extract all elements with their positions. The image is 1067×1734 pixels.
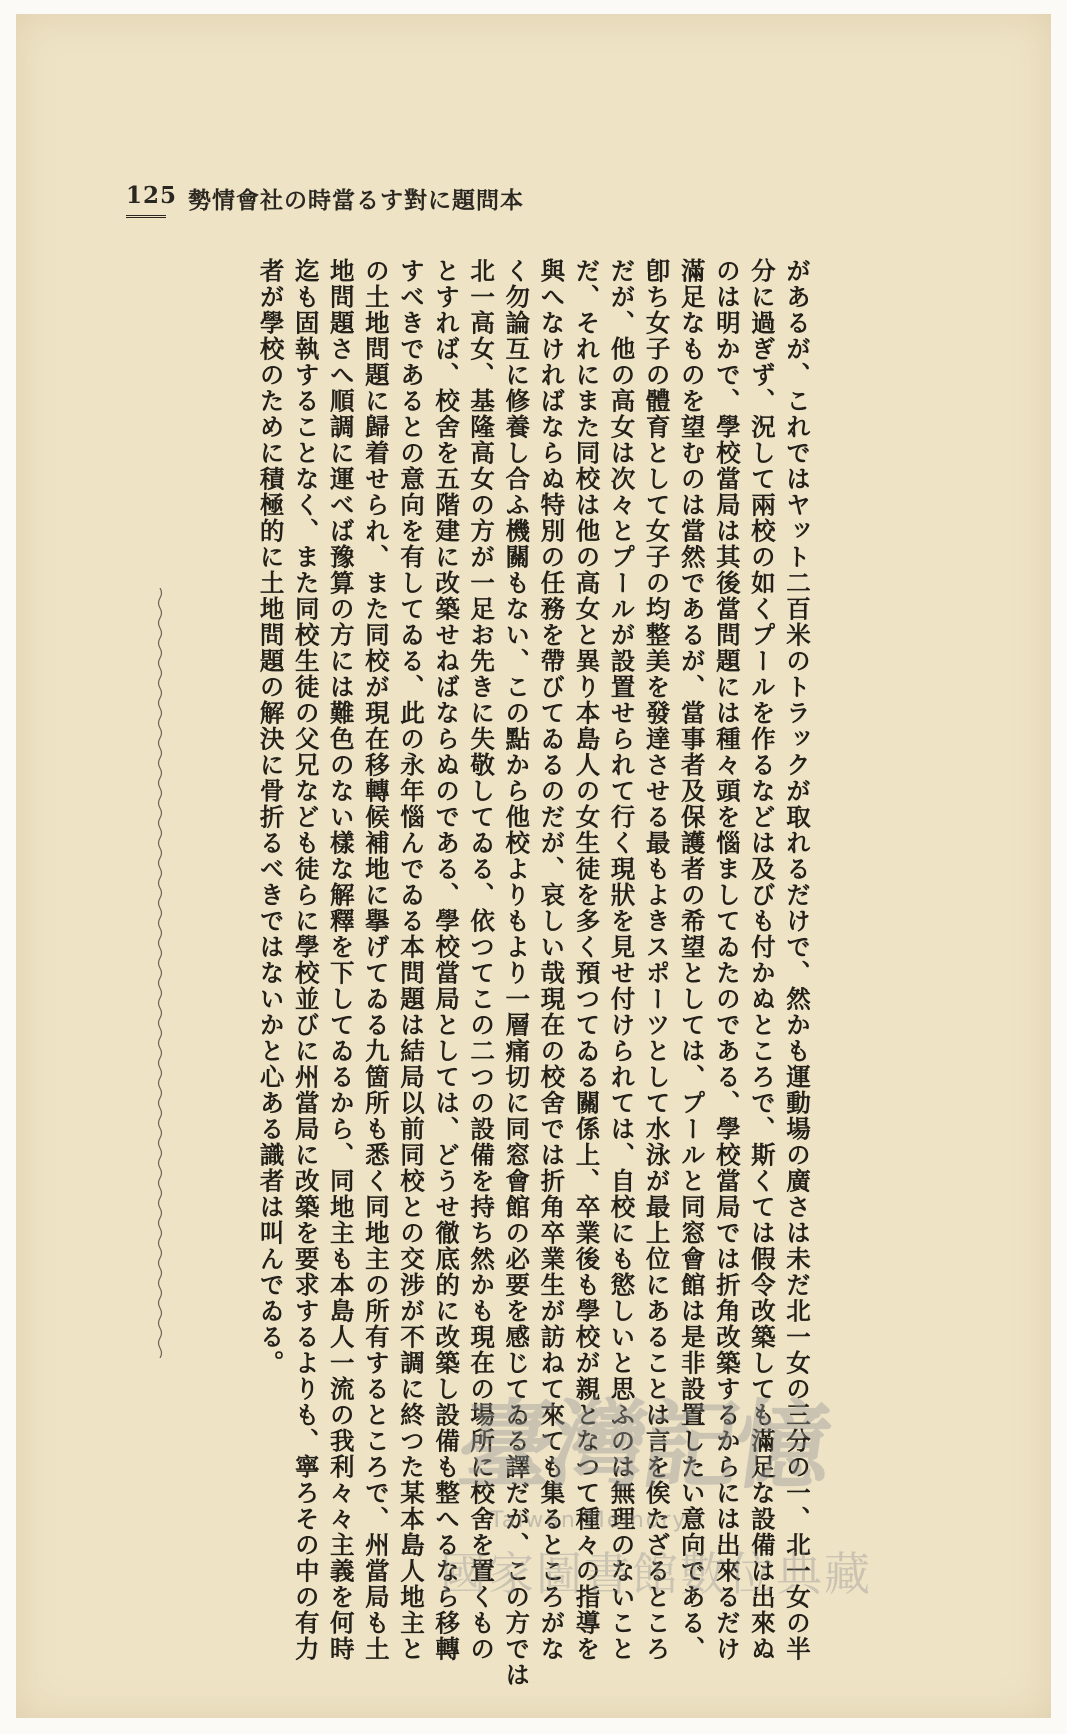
watermark-english-text: Taiwan Memory (490, 1508, 688, 1533)
watermark-sub-text: 國家圖書館數位典藏 (440, 1547, 872, 1601)
text-line-5: 卽ち女子の體育として女子の均整美を發達させる最もよきスポーツとして水泳が最上位にあることは言を俟たざるところ (642, 258, 672, 1662)
text-line-1: があるが、これではヤット二百米のトラックが取れるだけで、然かも運動場の廣さは未だ北一女の三分の一、北一女の半 (783, 258, 812, 1662)
text-line-3: のは明かで、學校當局は其後當問題には種々頭を惱ましてゐたのである、學校當局では折角改築するからには出來るだけ (712, 258, 742, 1662)
page-number: 125 (126, 182, 178, 209)
text-line-8: 與へなければならぬ特別の任務を帶びてゐるのだが、哀しい哉現在の校舍では折角卒業生が訪ねて來ても集るところがな (537, 258, 567, 1662)
text-line-11: とすれば、校舍を五階建に改築せねばならぬのである、學校當局としては、どうせ徹底的に改築し設備も整へるなら移轉 (432, 258, 462, 1662)
text-line-13: の土地問題に歸着せられ、また同校が現在移轉候補地に擧げてゐる九箇所も悉く同地主の所有するところで、州當局も土 (361, 258, 391, 1662)
text-line-15: 迄も固執することなく、また同校生徒の父兄なども徒らに學校並びに州當局に改築を要求するよりも、寧ろその中の有力 (291, 258, 321, 1662)
page-header (126, 182, 546, 222)
running-title: 勢情會社の時當るす對に題問本 (188, 188, 524, 214)
text-line-9: く勿論互に修養し合ふ機關もない、この點から他校よりもより一層痛切に同窓會館の必要を感じてゐる譯だが、この方では (502, 258, 532, 1688)
watermark-main-text: 臺灣記憶 (451, 1389, 835, 1502)
text-line-6: だが、他の高女は次々とプールが設置せられて行く現狀を見せ付けられては、自校にも慾しいと思ふのは無理のないこと (607, 258, 637, 1662)
text-line-4: 滿足なものを望むのは當然であるが、當事者及保護者の希望としては、プールと同窓會館は是非設置したい意向である、 (677, 258, 707, 1662)
text-line-2: 分に過ぎず、況して兩校の如くプールを作るなどは及びも付かぬところで、斯くては假令改築しても滿足な設備は出來ぬ (747, 258, 777, 1662)
section-end-wavy-rule (157, 588, 163, 1358)
page-number-underline (126, 215, 166, 218)
text-line-16: 者が學校のために積極的に土地問題の解決に骨折るべきではないかと心ある識者は叫んでゐる。 (256, 258, 286, 1376)
text-line-10: 北一高女、基隆高女の方が一足お先きに失敬してゐる、依つてこの二つの設備を持ち然かも現在の場所に校舍を置くもの (467, 258, 497, 1662)
text-line-14: 地問題さへ順調に運べば豫算の方には難色のない樣な解釋を下してゐるから、同地主も本島人一流の我利々々主義を何時 (326, 258, 356, 1662)
text-line-7: だ、それにまた同校は他の高女と異り本島人の女生徒を多く預つてゐる關係上、卒業後も學校が親となつて種々の指導を (572, 258, 602, 1662)
text-line-12: すべきであるとの意向を有してゐる、此の永年惱んでゐる本問題は結局以前同校との交涉が不調に終つた某本島人地主と (396, 258, 426, 1662)
